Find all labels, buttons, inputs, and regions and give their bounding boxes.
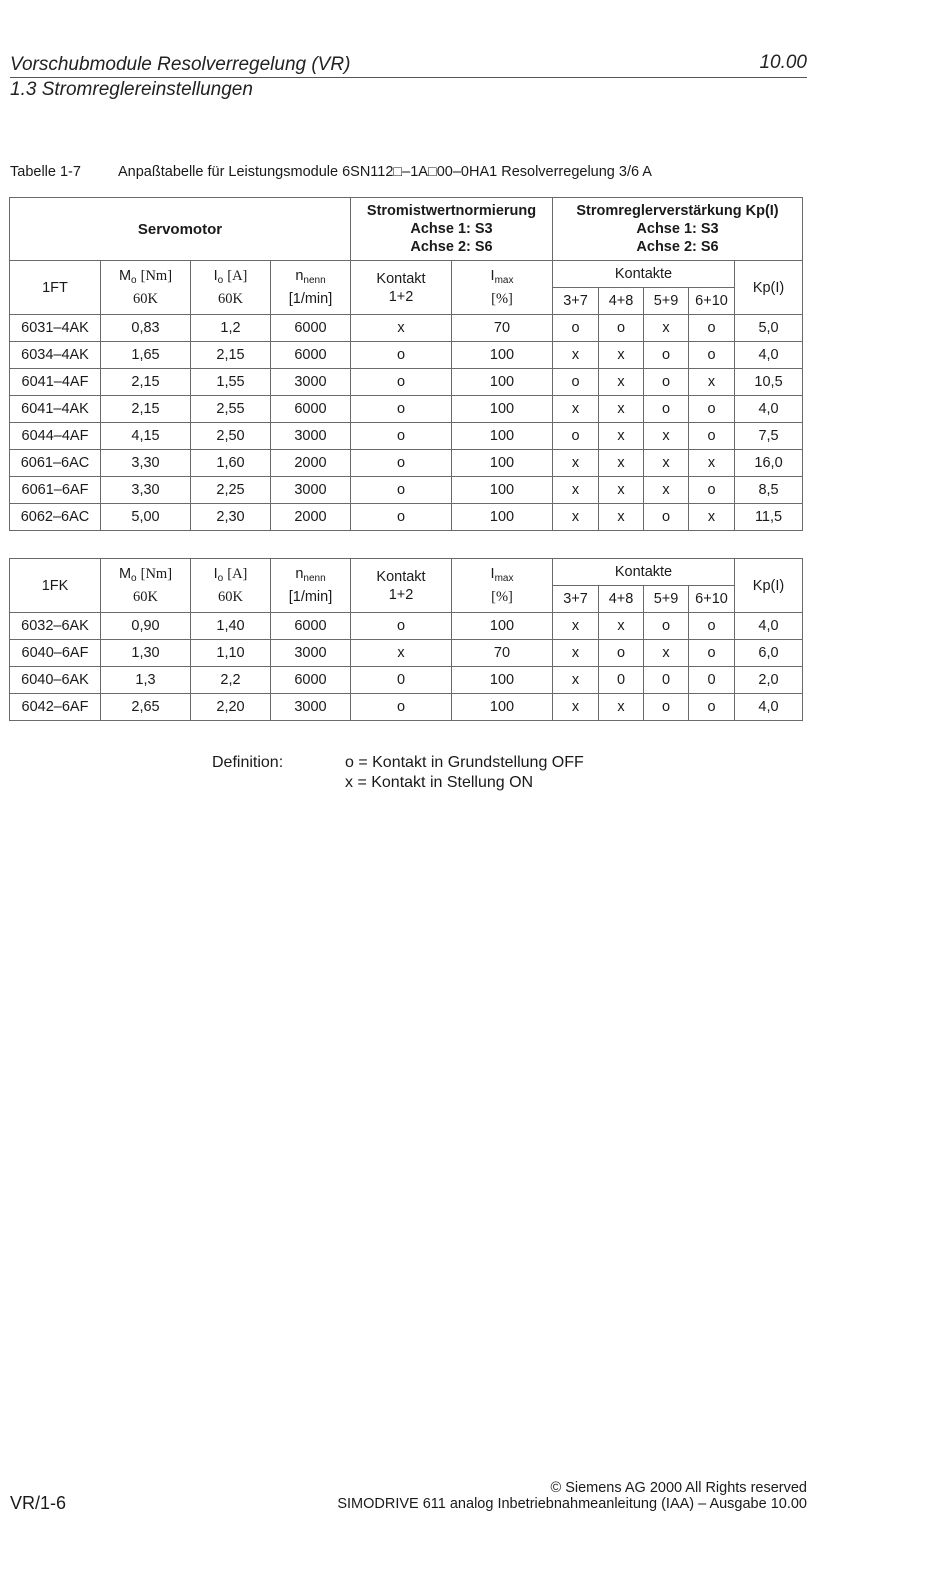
col-header-type: 1FK — [10, 559, 101, 613]
table-cell: 2,15 — [191, 342, 271, 369]
table-cell: x — [689, 450, 735, 477]
table-cell: 6040–6AF — [10, 640, 101, 667]
group-servomotor: Servomotor — [10, 198, 351, 261]
col-header-m0: $M_o$ [Nm] 60K — [101, 559, 191, 613]
table-cell: 100 — [452, 369, 553, 396]
table-cell: 6000 — [271, 315, 351, 342]
table-cell: x — [553, 694, 599, 721]
table-cell: 5,00 — [101, 504, 191, 531]
table-cell: 100 — [452, 342, 553, 369]
table-row — [10, 640, 803, 667]
table-cell: o — [689, 694, 735, 721]
table-cell: x — [553, 450, 599, 477]
table-cell: o — [351, 396, 452, 423]
footer-page-number: VR/1-6 — [10, 1493, 67, 1513]
table-cell: 2,55 — [191, 396, 271, 423]
table-cell: 70 — [452, 640, 553, 667]
table-cell: o — [644, 694, 689, 721]
col-header-nnenn: $n_{nenn}$ [1/min] — [271, 261, 351, 315]
table-cell: x — [599, 369, 644, 396]
table-cell: 0 — [644, 667, 689, 694]
table-cell: 1,10 — [191, 640, 271, 667]
col-header-k3: 5+9 — [644, 288, 689, 315]
table-cell: 6062–6AC — [10, 504, 101, 531]
table-cell: 2,20 — [191, 694, 271, 721]
table-cell: 100 — [452, 504, 553, 531]
table-cell: 2,25 — [191, 477, 271, 504]
table-cell: o — [689, 613, 735, 640]
table-cell: o — [644, 396, 689, 423]
table-row — [10, 396, 803, 423]
definition-label: Definition: — [212, 754, 284, 771]
col-header-kontakte: Kontakte — [553, 261, 735, 288]
table-cell: x — [644, 315, 689, 342]
table-row — [10, 694, 803, 721]
table-cell: 3,30 — [101, 450, 191, 477]
table-cell: 2000 — [271, 450, 351, 477]
table-row — [10, 423, 803, 450]
table-cell: o — [351, 342, 452, 369]
footer-copyright: © Siemens AG 2000 All Rights reserved — [550, 1480, 807, 1496]
table-row — [10, 369, 803, 396]
group-norm-axis1: Achse 1: S3 — [410, 221, 493, 237]
table-cell: o — [689, 396, 735, 423]
table-cell: 100 — [452, 613, 553, 640]
table-cell: 5,0 — [735, 315, 803, 342]
table-cell: x — [689, 504, 735, 531]
col-header-k3: 5+9 — [644, 586, 689, 613]
table-cell: 100 — [452, 477, 553, 504]
col-header-k1: 3+7 — [553, 586, 599, 613]
table-cell: 11,5 — [735, 504, 803, 531]
table-cell: 6041–4AK — [10, 396, 101, 423]
table-cell: o — [644, 504, 689, 531]
table-cell: 1,40 — [191, 613, 271, 640]
table-cell: 6031–4AK — [10, 315, 101, 342]
table-cell: 7,5 — [735, 423, 803, 450]
table-cell: o — [351, 613, 452, 640]
col-header-imax: $I_{max}$ [%] — [452, 261, 553, 315]
table-row — [10, 342, 803, 369]
table-row — [10, 667, 803, 694]
table-row — [10, 613, 803, 640]
group-gain-axis1: Achse 1: S3 — [636, 221, 719, 237]
table-cell: o — [644, 369, 689, 396]
table-cell: x — [599, 504, 644, 531]
table-cell: x — [553, 640, 599, 667]
table-cell: o — [644, 613, 689, 640]
table-cell: 6000 — [271, 342, 351, 369]
table-cell: x — [553, 477, 599, 504]
table-cell: 100 — [452, 396, 553, 423]
definition-on: x = Kontakt in Stellung ON — [345, 774, 534, 791]
table-cell: x — [553, 396, 599, 423]
table-row — [10, 477, 803, 504]
table-row — [10, 315, 803, 342]
table-cell: x — [553, 613, 599, 640]
table-cell: x — [599, 396, 644, 423]
table-cell: x — [599, 423, 644, 450]
table-cell: x — [599, 694, 644, 721]
table-cell: o — [689, 423, 735, 450]
table-cell: 6000 — [271, 613, 351, 640]
table-cell: x — [599, 342, 644, 369]
table-cell: o — [351, 694, 452, 721]
table-cell: 100 — [452, 450, 553, 477]
table-cell: 6032–6AK — [10, 613, 101, 640]
table-cell: 100 — [452, 694, 553, 721]
table-row — [10, 504, 803, 531]
table-cell: 2,2 — [191, 667, 271, 694]
footer-document-title: SIMODRIVE 611 analog Inbetriebnahmeanleitung (IAA) – Ausgabe 10.00 — [337, 1496, 807, 1512]
group-norm-axis2: Achse 2: S6 — [410, 239, 493, 255]
col-header-m0: $M_o$ [Nm] 60K — [101, 261, 191, 315]
col-header-kontakt: Kontakt 1+2 — [351, 559, 452, 613]
table-cell: 3000 — [271, 640, 351, 667]
col-header-k2: 4+8 — [599, 586, 644, 613]
table-row — [10, 450, 803, 477]
table-cell: 2,0 — [735, 667, 803, 694]
table-cell: x — [599, 613, 644, 640]
table-cell: 4,15 — [101, 423, 191, 450]
table-cell: 1,2 — [191, 315, 271, 342]
table-cell: x — [599, 477, 644, 504]
table-cell: o — [351, 450, 452, 477]
col-header-k4: 6+10 — [689, 586, 735, 613]
table-cell: x — [644, 450, 689, 477]
col-header-kp: Kp(I) — [735, 559, 803, 613]
table-cell: 2,15 — [101, 396, 191, 423]
table-cell: 4,0 — [735, 342, 803, 369]
table-cell: 1,60 — [191, 450, 271, 477]
table-cell: 6061–6AF — [10, 477, 101, 504]
table-cell: 6061–6AC — [10, 450, 101, 477]
table-cell: 2,65 — [101, 694, 191, 721]
table-cell: 3000 — [271, 423, 351, 450]
header-rule — [10, 77, 807, 78]
col-header-k4: 6+10 — [689, 288, 735, 315]
table-cell: 0,90 — [101, 613, 191, 640]
table-caption-text: Anpaßtabelle für Leistungsmodule 6SN112□–1A□00–0HA1 Resolverregelung 3/6 A — [118, 164, 652, 180]
table-cell: 0 — [351, 667, 452, 694]
table-cell: 70 — [452, 315, 553, 342]
table-cell: x — [644, 640, 689, 667]
group-gain-axis2: Achse 2: S6 — [636, 239, 719, 255]
table-cell: x — [689, 369, 735, 396]
table-cell: o — [553, 315, 599, 342]
table-cell: 0 — [599, 667, 644, 694]
table-1ft — [9, 197, 803, 531]
col-header-kp: Kp(I) — [735, 261, 803, 315]
table-cell: x — [599, 450, 644, 477]
table-cell: x — [553, 667, 599, 694]
table-cell: 6040–6AK — [10, 667, 101, 694]
table-cell: x — [553, 504, 599, 531]
table-cell: 2,15 — [101, 369, 191, 396]
table-cell: 2,50 — [191, 423, 271, 450]
table-cell: x — [351, 640, 452, 667]
table-cell: o — [689, 477, 735, 504]
table-cell: 3,30 — [101, 477, 191, 504]
table-cell: 8,5 — [735, 477, 803, 504]
table-cell: o — [351, 369, 452, 396]
definition-off: o = Kontakt in Grundstellung OFF — [345, 754, 584, 771]
table-cell: 16,0 — [735, 450, 803, 477]
table-cell: 6044–4AF — [10, 423, 101, 450]
table-cell: 1,65 — [101, 342, 191, 369]
table-cell: 2000 — [271, 504, 351, 531]
table-cell: 6,0 — [735, 640, 803, 667]
col-header-type: 1FT — [10, 261, 101, 315]
running-header-title: Vorschubmodule Resolverregelung (VR) — [10, 54, 351, 75]
col-header-k1: 3+7 — [553, 288, 599, 315]
table-cell: 4,0 — [735, 396, 803, 423]
col-header-i0: $I_o$ [A] 60K — [191, 559, 271, 613]
table-cell: o — [553, 423, 599, 450]
col-header-kontakt: Kontakt 1+2 — [351, 261, 452, 315]
table-cell: o — [351, 477, 452, 504]
table-cell: o — [599, 315, 644, 342]
group-gain-title: Stromreglerverstärkung Kp(I) — [576, 203, 779, 219]
table-cell: 10,5 — [735, 369, 803, 396]
table-cell: x — [644, 423, 689, 450]
table-cell: 6000 — [271, 667, 351, 694]
table-1fk — [9, 558, 803, 721]
col-header-kontakte: Kontakte — [553, 559, 735, 586]
table-cell: x — [351, 315, 452, 342]
table-caption-number: Tabelle 1-7 — [10, 164, 81, 180]
table-cell: 0,83 — [101, 315, 191, 342]
table-cell: x — [553, 342, 599, 369]
table-cell: 3000 — [271, 369, 351, 396]
col-header-nnenn: $n_{nenn}$ [1/min] — [271, 559, 351, 613]
table-cell: o — [553, 369, 599, 396]
table-cell: x — [644, 477, 689, 504]
table-cell: o — [644, 342, 689, 369]
running-header-date: 10.00 — [759, 52, 807, 73]
table-cell: 6000 — [271, 396, 351, 423]
table-cell: 100 — [452, 423, 553, 450]
table-cell: o — [689, 342, 735, 369]
table-cell: 4,0 — [735, 694, 803, 721]
table-cell: 1,3 — [101, 667, 191, 694]
table-cell: 0 — [689, 667, 735, 694]
table-cell: o — [689, 315, 735, 342]
table-cell: 6042–6AF — [10, 694, 101, 721]
table-cell: 1,55 — [191, 369, 271, 396]
table-cell: 3000 — [271, 694, 351, 721]
group-stromistwertnormierung — [351, 198, 553, 261]
table-cell: o — [689, 640, 735, 667]
table-cell: 100 — [452, 667, 553, 694]
group-norm-title: Stromistwertnormierung — [366, 203, 537, 219]
table-cell: 2,30 — [191, 504, 271, 531]
table-cell: 4,0 — [735, 613, 803, 640]
table-cell: 6034–4AK — [10, 342, 101, 369]
group-stromreglerverstaerkung — [553, 198, 803, 261]
table-cell: 3000 — [271, 477, 351, 504]
table-cell: 1,30 — [101, 640, 191, 667]
section-heading: 1.3 Stromreglereinstellungen — [10, 79, 253, 100]
table-cell: o — [599, 640, 644, 667]
table-cell: o — [351, 423, 452, 450]
table-cell: o — [351, 504, 452, 531]
table-cell: 6041–4AF — [10, 369, 101, 396]
col-header-k2: 4+8 — [599, 288, 644, 315]
col-header-i0: $I_o$ [A] 60K — [191, 261, 271, 315]
col-header-imax: $I_{max}$ [%] — [452, 559, 553, 613]
